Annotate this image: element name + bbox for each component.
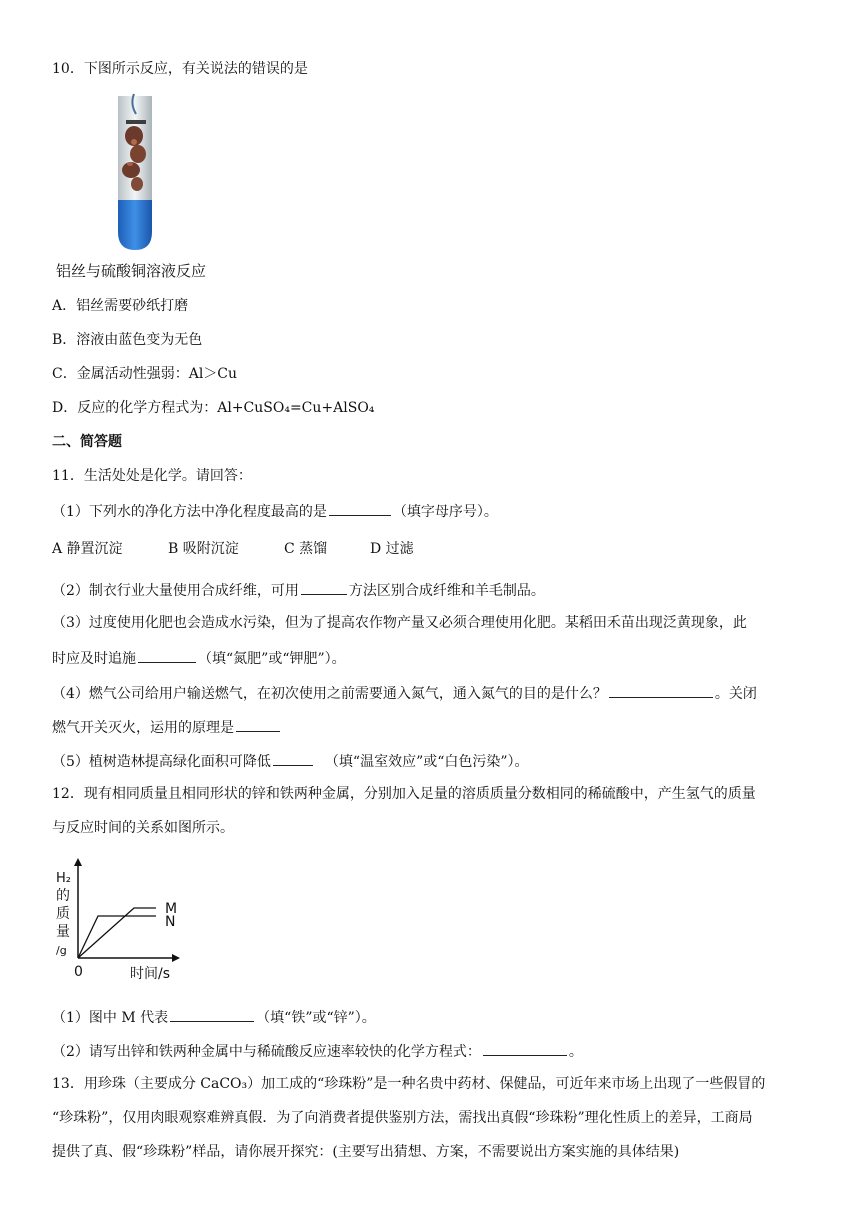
q12-part1 (52, 1007, 376, 1027)
q11-part4-line2 (52, 717, 282, 737)
section-title: 二、简答题 (52, 434, 122, 450)
ylabel-liang: 量 (56, 924, 70, 940)
q11-part5 (52, 751, 529, 771)
answer-blank[interactable] (609, 683, 713, 698)
q10-option-a: A．铝丝需要砂纸打磨 (52, 298, 189, 314)
q10-option-b: B．溶液由蓝色变为无色 (52, 332, 203, 348)
q11-part3-line1: （3）过度使用化肥也会造成水污染，但为了提高农作物产量又必须合理使用化肥。某稻田禾苗出现泛黄现象，此 (52, 615, 747, 631)
origin-label: 0 (74, 964, 83, 980)
figure-caption: 铝丝与硫酸铜溶液反应 (56, 262, 207, 280)
q12-part1-text: （1）图中 M 代表 (52, 1010, 169, 1026)
answer-blank[interactable] (273, 751, 313, 766)
xlabel: 时间/s (130, 966, 171, 982)
answer-blank[interactable] (301, 580, 347, 595)
q11-part1-text: （1）下列水的净化方法中净化程度最高的是 (52, 504, 327, 520)
h2-time-graph (48, 856, 198, 986)
choice-a: A 静置沉淀 (52, 541, 123, 557)
q12-stem-line1: 12．现有相同质量且相同形状的锌和铁两种金属，分别加入足量的溶质质量分数相同的稀硫酸中，产生氢气的质量 (52, 786, 756, 802)
y-axis-arrow (74, 858, 82, 866)
q11-part4-tail: 。关闭 (714, 686, 757, 702)
q11-part4-line1 (52, 683, 757, 703)
q11-part2-text: （2）制衣行业大量使用合成纤维，可用 (52, 583, 299, 599)
answer-blank[interactable] (170, 1007, 254, 1022)
q11-part3-text: 时应及时追施 (52, 651, 136, 667)
q12-part2-tail: 。 (568, 1044, 583, 1060)
curve-n-label: N (165, 914, 176, 930)
q11-part4-text: （4）燃气公司给用户输送燃气，在初次使用之前需要通入氮气，通入氮气的目的是什么？ (52, 686, 607, 702)
q12-part2-text: （2）请写出锌和铁两种金属中与稀硫酸反应速率较快的化学方程式： (52, 1044, 481, 1060)
answer-blank[interactable] (236, 717, 280, 732)
graph-svg (48, 856, 198, 986)
q13-line2: “珍珠粉”，仅用肉眼观察难辨真假．为了向消费者提供鉴别方法，需找出真假“珍珠粉”理化性质上的差异，工商局 (52, 1110, 753, 1126)
ylabel-unit: /g (56, 944, 67, 957)
q10-option-c: C．金属活动性强弱：Al＞Cu (52, 366, 238, 382)
q11-part5-text: （5）植树造林提高绿化面积可降低 (52, 754, 271, 770)
q10-stem: 10．下图所示反应，有关说法的错误的是 (52, 61, 308, 77)
answer-blank[interactable] (138, 648, 196, 663)
q11-part2-tail: 方法区别合成纤维和羊毛制品。 (348, 583, 545, 599)
test-tube-illustration (100, 92, 170, 252)
choice-c: C 蒸馏 (284, 541, 328, 557)
ylabel-h2: H₂ (56, 871, 71, 886)
q11-part3-line2 (52, 648, 346, 668)
choice-d: D 过滤 (370, 541, 414, 557)
q12-part1-tail: （填“铁”或“锌”）。 (256, 1010, 376, 1026)
q11-part4-line2-text: 燃气开关灭火，运用的原理是 (52, 720, 234, 736)
q11-stem: 11．生活处处是化学。请回答： (52, 468, 252, 484)
ylabel-zhi: 质 (56, 906, 70, 922)
q11-choices (52, 540, 414, 558)
curve-n (78, 916, 156, 958)
choice-b: B 吸附沉淀 (168, 541, 239, 557)
q11-part1 (52, 501, 498, 521)
q11-part5-tail: （填“温室效应”或“白色污染”）。 (324, 754, 529, 770)
x-axis-arrow (172, 954, 180, 962)
q11-part1-tail: （填字母序号）。 (392, 504, 498, 520)
q13-line3: 提供了真、假“珍珠粉”样品，请你展开探究：(主要写出猜想、方案，不需要说出方案实施的具体结果) (52, 1144, 680, 1160)
q10-option-d: D．反应的化学方程式为：Al+CuSO₄=Cu+AlSO₄ (52, 400, 375, 416)
test-tube-figure (100, 92, 170, 252)
q12-stem-line2: 与反应时间的关系如图所示。 (52, 820, 234, 836)
ylabel-de: 的 (56, 888, 70, 904)
answer-blank[interactable] (483, 1041, 567, 1056)
curve-m-label: M (165, 901, 178, 917)
answer-blank[interactable] (329, 501, 391, 516)
q11-part3-tail: （填“氮肥”或“钾肥”）。 (198, 651, 346, 667)
q13-line1: 13．用珍珠（主要成分 CaCO₃）加工成的“珍珠粉”是一种名贵中药材、保健品，可近年来市场上出现了一些假冒的 (52, 1076, 766, 1092)
q11-part2 (52, 580, 545, 600)
q12-part2 (52, 1041, 583, 1061)
